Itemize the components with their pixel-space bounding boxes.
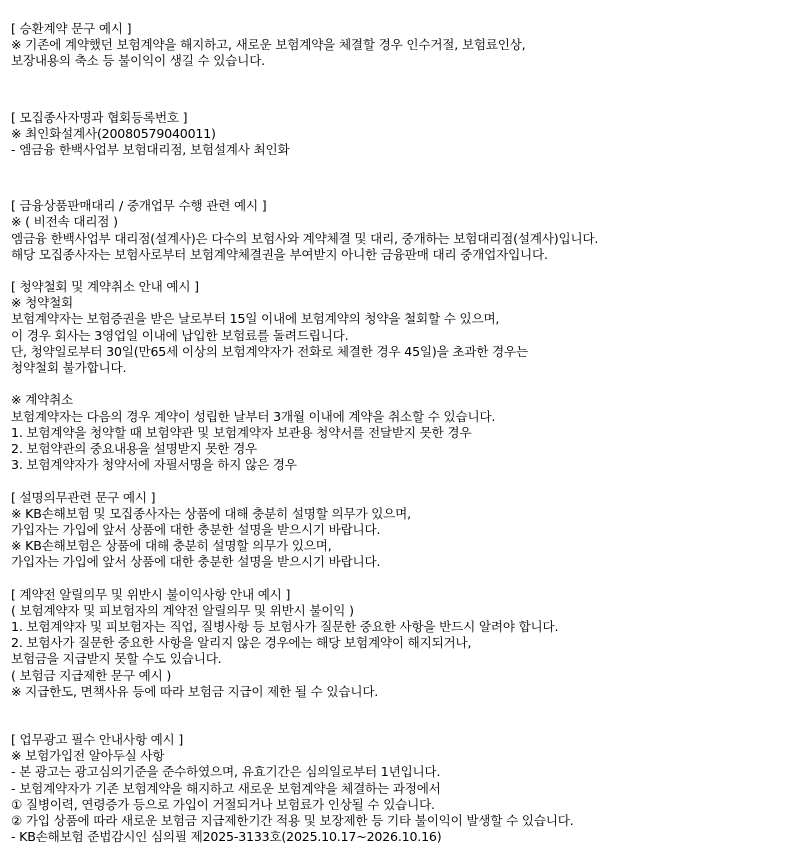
text-line: 가입자는 가입에 앞서 상품에 대한 충분한 설명을 받으시기 바랍니다. — [11, 521, 381, 537]
list-item: 3. 보험계약자가 청약서에 자필서명을 하지 않은 경우 — [11, 457, 297, 473]
section-agent-registration — [11, 110, 808, 159]
text-line: 해당 모집종사자는 보험사로부터 보험계약체결권을 부여받지 아니한 금융판매 대리 중개업자입니다. — [11, 246, 548, 262]
list-item: 2. 보험사가 질문한 중요한 사항을 알리지 않은 경우에는 해당 보험계약이 해지되거나, — [11, 635, 472, 651]
section-replacement-contract — [11, 21, 808, 70]
text-line: ※ KB손해보험 및 모집종사자는 상품에 대해 충분히 설명할 의무가 있으며, — [11, 505, 411, 521]
text-line: ( 보험금 지급제한 문구 예시 ) — [11, 667, 172, 683]
section-withdrawal — [11, 279, 808, 376]
section-heading: [ 모집종사자명과 협회등록번호 ] — [11, 109, 188, 125]
text-line: 단, 청약일로부터 30일(만65세 이상의 보험계약자가 전화로 체결한 경우 45일)을 초과한 경우는 — [11, 343, 528, 359]
section-heading: [ 계약전 알릴의무 및 위반시 불이익사항 안내 예시 ] — [11, 586, 291, 602]
text-line: ( 보험계약자 및 피보험자의 계약전 알릴의무 및 위반시 불이익 ) — [11, 602, 354, 618]
text-line: 청약철회 불가합니다. — [11, 360, 127, 375]
text-line: ※ 기존에 계약했던 보험계약을 해지하고, 새로운 보험계약을 체결할 경우 인수거절, 보험료인상, — [11, 37, 526, 53]
list-item: 2. 보험약관의 중요내용을 설명받지 못한 경우 — [11, 440, 258, 456]
section-heading: [ 업무광고 필수 안내사항 예시 ] — [11, 731, 184, 747]
text-line: 이 경우 회사는 3영업일 이내에 납입한 보험료를 돌려드립니다. — [11, 327, 349, 343]
text-line: 보험계약자는 다음의 경우 계약이 성립한 날부터 3개월 이내에 계약을 취소할 수 있습니다. — [11, 408, 496, 424]
section-heading: [ 설명의무관련 문구 예시 ] — [11, 489, 156, 505]
section-heading: [ 금융상품판매대리 / 중개업무 수행 관련 예시 ] — [11, 198, 267, 214]
section-heading: [ 청약철회 및 계약취소 안내 예시 ] — [11, 279, 199, 295]
section-cancellation — [11, 392, 808, 473]
text-line: ※ 보험가입전 알아두실 사항 — [11, 748, 165, 764]
list-item: - 보험계약자가 기존 보험계약을 해지하고 새로운 보험계약을 체결하는 과정에서 — [11, 780, 441, 796]
section-heading: [ 승환계약 문구 예시 ] — [11, 21, 132, 36]
text-line: 보험계약자는 보험증권을 받은 날로부터 15일 이내에 보험계약의 청약을 철회할 수 있으며, — [11, 311, 500, 327]
text-line: ※ 최인화설계사(20080579040011) — [11, 125, 216, 141]
text-line: 보험금을 지급받지 못할 수도 있습니다. — [11, 651, 222, 667]
section-disclosure-duty — [11, 587, 808, 700]
compliance-number: - KB손해보험 준법감시인 심의필 제2025-3133호(2025.10.17~2026.10.16) — [11, 829, 442, 845]
text-line: 보장내용의 축소 등 불이익이 생길 수 있습니다. — [11, 53, 265, 69]
list-item: 1. 보험계약을 청약할 때 보험약관 및 보험계약자 보관용 청약서를 전달받지 못한 경우 — [11, 424, 472, 440]
text-line: ※ KB손해보험은 상품에 대해 충분히 설명할 의무가 있으며, — [11, 538, 332, 554]
section-explanation-duty — [11, 490, 808, 571]
text-line: 엠금융 한백사업부 대리점(설계사)은 다수의 보험사와 계약체결 및 대리, 중개하는 보험대리점(설계사)입니다. — [11, 230, 599, 246]
list-item: - 본 광고는 광고심의기준을 준수하였으며, 유효기간은 심의일로부터 1년입니다. — [11, 764, 441, 780]
text-line: ※ 지급한도, 면책사유 등에 따라 보험금 지급이 제한 될 수 있습니다. — [11, 683, 379, 699]
section-heading: ※ 계약취소 — [11, 392, 74, 408]
text-line: - 엠금융 한백사업부 보험대리점, 보험설계사 최인화 — [11, 141, 290, 157]
list-item: ① 질병이력, 연령증가 등으로 가입이 거절되거나 보험료가 인상될 수 있습니다. — [11, 796, 435, 812]
list-item: 1. 보험계약자 및 피보험자는 직업, 질병사항 등 보험사가 질문한 중요한 사항을 반드시 알려야 합니다. — [11, 619, 559, 634]
list-item: ② 가입 상품에 따라 새로운 보험금 지급제한기간 적용 및 보장제한 등 기타 불이익이 발생할 수 있습니다. — [11, 812, 574, 828]
section-brokerage — [11, 198, 808, 263]
text-line: ※ ( 비전속 대리점 ) — [11, 214, 118, 230]
text-line: ※ 청약철회 — [11, 295, 74, 311]
text-line: 가입자는 가입에 앞서 상품에 대한 충분한 설명을 받으시기 바랍니다. — [11, 554, 381, 570]
section-advertising-notice — [11, 732, 808, 845]
